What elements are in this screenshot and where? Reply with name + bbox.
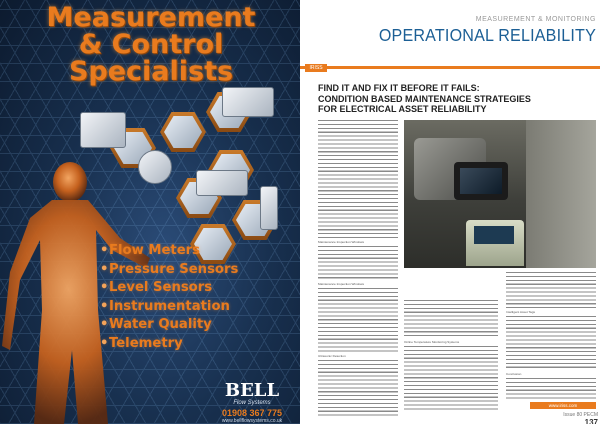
- magazine-name: PECM: [583, 412, 598, 418]
- orange-rule: [300, 66, 600, 69]
- feature-item: •Pressure Sensors: [100, 261, 239, 277]
- website-link[interactable]: www.bellflowsystems.co.uk: [221, 418, 283, 424]
- feature-item: •Flow Meters: [100, 243, 201, 258]
- feature-item: •Telemetry: [100, 335, 183, 351]
- phone-number: 01908 367 775: [221, 408, 283, 418]
- subheading: Online Temperature Monitoring Systems: [404, 340, 460, 344]
- subheading: Maintenance Inspection Windows: [318, 240, 365, 244]
- article-column-3-body: [506, 316, 596, 370]
- article-column-1-body: [318, 120, 398, 238]
- article-page: [300, 0, 600, 424]
- handheld-meter-image: [466, 220, 524, 266]
- article-column-1-body: [318, 288, 398, 352]
- thermal-inspection-photo: [404, 120, 596, 268]
- ad-headline: [8, 4, 294, 85]
- page-folio: [546, 412, 598, 424]
- section-kicker: MEASUREMENT & MONITORING: [475, 16, 596, 23]
- subheading: Intelligent Asset Tags: [506, 310, 536, 314]
- brand-name: BELL: [224, 380, 280, 401]
- feature-item: •Water Quality: [100, 317, 212, 332]
- page-number: 137: [584, 418, 598, 424]
- subheading: Conclusion: [506, 372, 522, 376]
- article-column-3-body: [506, 272, 596, 308]
- thermal-camera-image: [454, 162, 508, 200]
- feature-item: •Instrumentation: [100, 298, 230, 314]
- headline-line: FOR ELECTRICAL ASSET RELIABILITY: [318, 104, 487, 114]
- article-column-1-body: [318, 246, 398, 280]
- ad-headline-line: & Control: [78, 29, 224, 60]
- ad-headline-line: Measurement: [46, 2, 256, 33]
- product-feature-list: [100, 242, 238, 353]
- ad-headline-line: Specialists: [68, 56, 234, 87]
- section-title: OPERATIONAL RELIABILITY: [378, 25, 596, 45]
- article-column-2-body: [404, 300, 498, 338]
- website-bar[interactable]: www.iriss.com: [530, 402, 596, 409]
- inspector-background: [526, 120, 596, 268]
- level-sensor-device-icon: [222, 87, 274, 117]
- article-column-3-body: [506, 378, 596, 400]
- headline-line: FIND IT AND FIX IT BEFORE IT FAILS:: [318, 83, 480, 93]
- flow-meter-device-icon: [80, 112, 126, 148]
- article-column-1-body: [318, 360, 398, 418]
- company-tag: IRISS: [305, 64, 327, 72]
- bell-logo: [212, 380, 292, 424]
- article-column-2-body: [404, 346, 498, 410]
- headline-line: CONDITION BASED MAINTENANCE STRATEGIES: [318, 93, 531, 104]
- brand-subtitle: Flow Systems: [233, 400, 271, 406]
- subheading: Ultrasonic Detection: [318, 354, 346, 358]
- subheading: Maintenance Inspection Windows: [318, 282, 365, 286]
- issue-label: Issue 80: [563, 412, 583, 418]
- feature-item: •Level Sensors: [100, 280, 213, 295]
- article-headline: [318, 83, 582, 115]
